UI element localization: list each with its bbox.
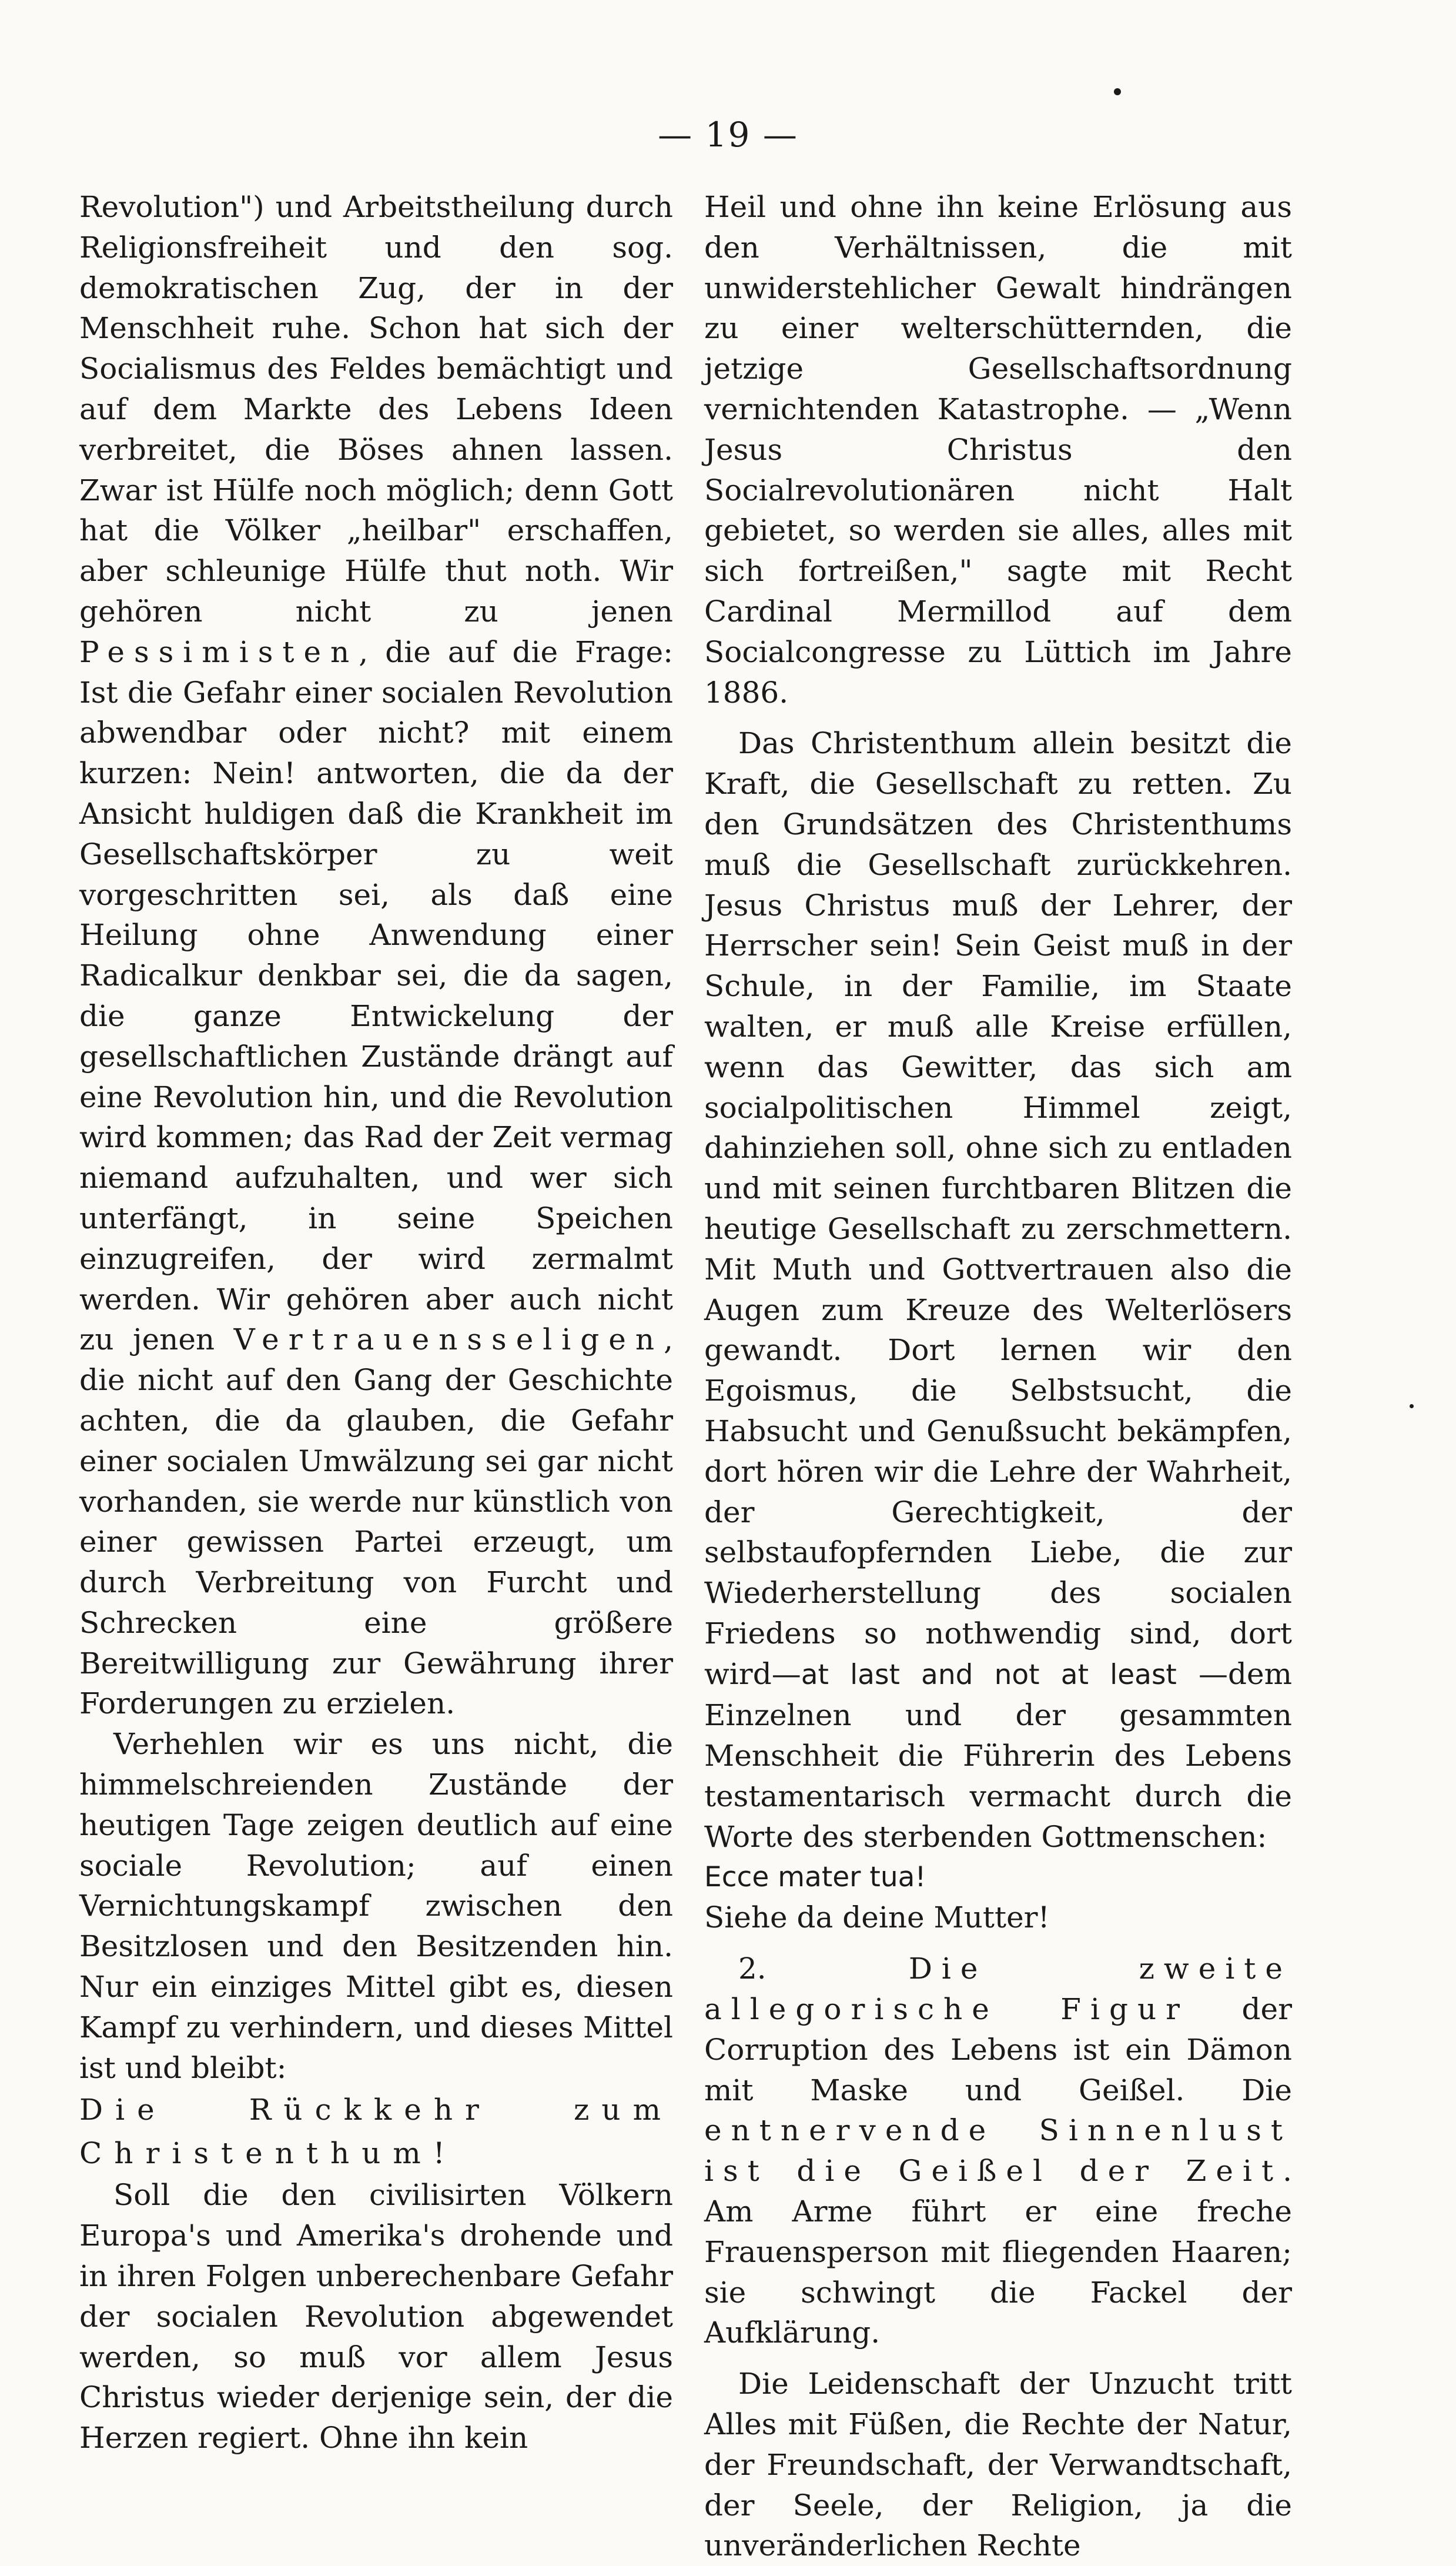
emphasis-text: Die zweite allegorische Figur bbox=[704, 1952, 1292, 2027]
right-column bbox=[704, 187, 1292, 2566]
ink-speck bbox=[1114, 88, 1121, 95]
ink-speck bbox=[1410, 1404, 1414, 1408]
left-column bbox=[79, 187, 673, 2458]
text-run: Revolution") und Arbeitstheilung durch Religionsfreiheit und den sog. demokratischen Zug, der in der Menschheit ruhe. Schon hat sich der Socialismus des Feldes bemächtigt und auf dem Markte des Lebens Ideen verbreitet, die Böses ahnen lassen. Zwar ist Hülfe noch möglich; denn Gott hat die Völker „heilbar" erschaffen, aber schleunige Hülfe thut noth. Wir gehören nicht zu jenen bbox=[79, 190, 673, 629]
text-run: der Corruption des Lebens ist ein Dämon mit Maske und Geißel. Die bbox=[704, 1992, 1292, 2107]
section-heading: Die Rückkehr zum Christenthum! bbox=[79, 2093, 673, 2171]
latin-quote: Ecce mater tua! bbox=[704, 1860, 926, 1893]
paragraph: Heil und ohne ihn keine Erlösung aus den Verhältnissen, die mit unwiderstehlicher Gewalt hindrängen zu einer welterschütternden, die jetzige Gesellschaftsordnung vernichtenden Katastrophe. — „Wenn Jesus Christus den Socialrevolutionären nicht Halt gebietet, so werden sie alles, alles mit sich fortreißen," sagte mit Recht Cardinal Mermillod auf dem Socialcongresse zu Lüttich im Jahre 1886. bbox=[704, 190, 1292, 710]
section-number: 2. bbox=[738, 1952, 909, 1986]
page-number: — 19 — bbox=[658, 115, 798, 155]
text-run: , die auf die Frage: Ist die Gefahr einer socialen Revolution abwendbar oder nicht? mit einem kurzen: Nein! antworten, die da der Ansicht huldigen daß die Krankheit im Gesellschaftskörper zu weit vorgeschritten sei, als daß eine Heilung ohne Anwendung einer Radicalkur denkbar sei, die da sagen, die ganze Entwickelung der gesellschaftlichen Zustände drängt auf eine Revolution hin, und die Revolution wird kommen; das Rad der Zeit vermag niemand aufzuhalten, und wer sich unterfängt, in seine Speichen einzugreifen, der wird zermalmt werden. Wir gehören aber auch nicht zu jenen bbox=[79, 634, 673, 1357]
paragraph bbox=[704, 1949, 1292, 2353]
emphasis-text: Pessimisten bbox=[79, 634, 359, 669]
german-quote: Siehe da deine Mutter! bbox=[704, 1900, 1050, 1935]
text-run: Das Christenthum allein besitzt die Kraft, die Gesellschaft zu retten. Zu den Grundsätzen des Christenthums muß die Gesellschaft zurückkehren. Jesus Christus muß der Lehrer, der Herrscher sein! Sein Geist muß in der Schule, in der Familie, im Staate walten, er muß alle Kreise erfüllen, wenn das Gewitter, das sich am socialpolitischen Himmel zeigt, dahinziehen soll, ohne sich zu entladen und mit seinen furchtbaren Blitzen die heutige Gesellschaft zu zerschmettern. Mit Muth und Gottvertrauen also die Augen zum Kreuze des Welterlösers gewandt. Dort lernen wir den Egoismus, die Selbstsucht, die Habsucht und Genußsucht bekämpfen, dort hören wir die Lehre der Wahrheit, der Gerechtigkeit, der selbstaufopfernden Liebe, die zur Wiederherstellung des socialen Friedens so nothwendig sind, dort wird— bbox=[704, 726, 1292, 1691]
text-run: —dem Einzelnen und der gesammten Menschheit die Führerin des Lebens testamentarisch vermacht durch die Worte des sterbenden Gottmenschen: bbox=[704, 1656, 1292, 1854]
emphasis-text: entnervende Sinnenlust ist die Geißel der Zeit bbox=[704, 2113, 1292, 2189]
emphasis-text: Vertrauensseligen bbox=[233, 1322, 664, 1357]
text-run: . Am Arme führt er eine freche Frauensperson mit fliegenden Haaren; sie schwingt die Fackel der Aufklärung. bbox=[704, 2154, 1292, 2350]
paragraph: Die Leidenschaft der Unzucht tritt Alles mit Füßen, die Rechte der Natur, der Freundschaft, der Verwandtschaft, der Seele, der Religion, ja die unveränderlichen Rechte bbox=[704, 2367, 1292, 2563]
paragraph bbox=[79, 187, 673, 1724]
paragraph: Soll die den civilisirten Völkern Europa's und Amerika's drohende und in ihren Folgen unberechenbare Gefahr der socialen Revolution abgewendet werden, so muß vor allem Jesus Christus wieder derjenige sein, der die Herzen regiert. Ohne ihn kein bbox=[79, 2178, 673, 2455]
paragraph: Verhehlen wir es uns nicht, die himmelschreienden Zustände der heutigen Tage zeigen deutlich auf eine sociale Revolution; auf einen Vernichtungskampf zwischen den Besitzlosen und den Besitzenden hin. Nur ein einziges Mittel gibt es, diesen Kampf zu verhindern, und dieses Mittel ist und bleibt: bbox=[79, 1727, 673, 2085]
latin-phrase: at last and not at least bbox=[801, 1658, 1177, 1691]
text-run: , die nicht auf den Gang der Geschichte achten, die da glauben, die Gefahr einer socialen Umwälzung sei gar nicht vorhanden, sie werde nur künstlich von einer gewissen Partei erzeugt, um durch Verbreitung von Furcht und Schrecken eine größere Bereitwilligung zur Gewährung ihrer Forderungen zu erzielen. bbox=[79, 1322, 673, 1721]
paragraph bbox=[704, 723, 1292, 1857]
